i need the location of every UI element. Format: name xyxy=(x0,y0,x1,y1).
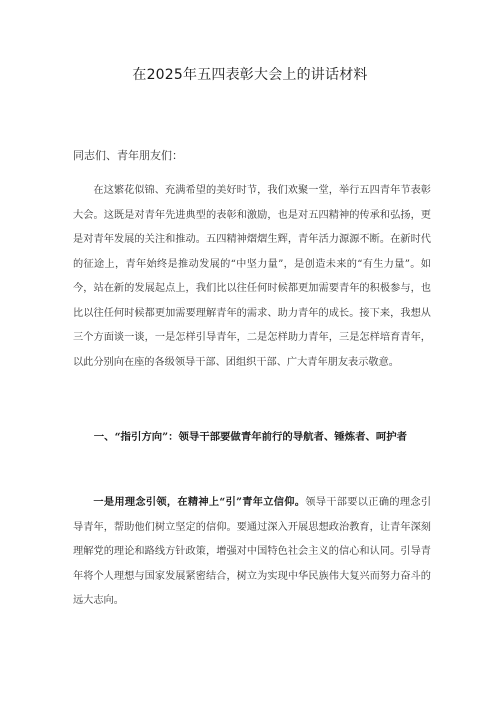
opening-paragraph: 在这繁花似锦、充满希望的美好时节，我们欢聚一堂，举行五四青年节表彰大会。这既是对青年先进典型的表彰和激励，也是对五四精神的传承和弘扬，更是对青年发展的关注和推动。五四精神熠熠生辉，青年活力源源不断。在新时代的征途上，青年始终是推动发展的“中坚力量”，是创造未来的“有生力量”。如今，站在新的发展起点上，我们比以往任何时候都更加需要青年的积极参与，也比以往任何时候都更加需要理解青年的需求、助力青年的成长。接下来，我想从三个方面谈一谈，一是怎样引导青年，二是怎样助力青年，三是怎样培育青年，以此分别向在座的各级领导干部、团组织干部、广大青年朋友表示敬意。 xyxy=(73,185,431,368)
section-heading: 一、“指引方向”：领导干部要做青年前行的导航者、锤炼者、呵护者 xyxy=(93,431,408,443)
salutation: 同志们、青年朋友们： xyxy=(73,149,183,162)
body-paragraph xyxy=(73,490,431,614)
document-title: 在2025年五四表彰大会上的讲话材料 xyxy=(132,67,368,83)
paragraph-lead-sentence: 一是用理念引领，在精神上“引”青年立信仰。 xyxy=(93,496,306,508)
paragraph-body-text: 领导干部要以正确的理念引导青年，帮助他们树立坚定的信仰。要通过深入开展思想政治教育，让青年深刻理解党的理论和路线方针政策，增强对中国特色社会主义的信心和认同。引导青年将个人理想与国家发展紧密结合，树立为实现中华民族伟大复兴而努力奋斗的远大志向。 xyxy=(73,497,432,606)
